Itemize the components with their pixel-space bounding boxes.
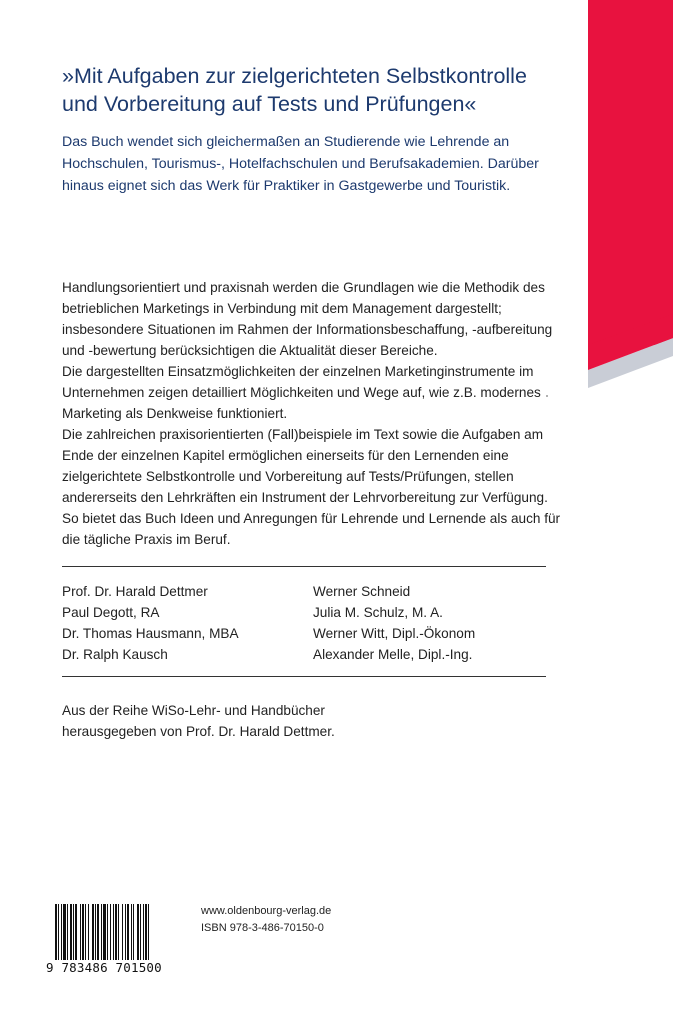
author: Werner Schneid xyxy=(313,584,411,599)
headline-line-1: »Mit Aufgaben zur zielgerichteten Selbstkontrolle xyxy=(62,64,527,88)
barcode-icon xyxy=(55,904,180,960)
description-paragraph-1: Handlungsorientiert und praxisnah werden die Grundlagen wie die Methodik des betrieblichen Marketings in Verbindung mit dem Management dargestellt; insbesondere Situationen im Rahmen der Informationsbeschaffung, -aufbereitung und -bewertung berücksichtigen die Aktualität dieser Bereiche. xyxy=(62,280,553,358)
author: Dr. Ralph Kausch xyxy=(62,647,168,662)
author: Dr. Thomas Hausmann, MBA xyxy=(62,626,239,641)
series-line-1: Aus der Reihe WiSo-Lehr- und Handbücher xyxy=(62,703,325,718)
author: Prof. Dr. Harald Dettmer xyxy=(62,584,208,599)
authors-right-column xyxy=(313,581,475,665)
speck xyxy=(546,395,548,397)
intro-paragraph: Das Buch wendet sich gleichermaßen an Studierende wie Lehrende an Hochschulen, Tourismus-, Hotelfachschulen und Berufsakademien. Darüber hinaus eignet sich das Werk für Praktiker in Gastgewerbe und Touristik. xyxy=(62,134,539,194)
isbn: ISBN 978-3-486-70150-0 xyxy=(201,922,324,934)
headline-line-2: und Vorbereitung auf Tests und Prüfungen« xyxy=(62,92,477,116)
series-note xyxy=(62,700,462,742)
author: Werner Witt, Dipl.-Ökonom xyxy=(313,626,476,641)
authors-left-column xyxy=(62,581,239,665)
description-paragraph-3: Die zahlreichen praxisorientierten (Fall)beispiele im Text sowie die Aufgaben am Ende der einzelnen Kapitel ermöglichen einerseits für den Lernenden eine zielgerichtete Selbstkontrolle und Vorbereitung auf Tests/Prüfungen, stellen andererseits den Lehrkräften ein Instrument der Lehrvorbereitung zur Verfügung. xyxy=(62,427,548,505)
description-paragraph-2: Die dargestellten Einsatzmöglichkeiten der einzelnen Marketinginstrumente im Unternehmen zeigen detailliert Möglichkeiten und Wege auf, wie z.B. modernes Marketing als Denkweise funktioniert. xyxy=(62,364,541,421)
publisher-info xyxy=(201,903,331,937)
divider-top xyxy=(62,566,546,567)
description-text xyxy=(62,277,562,550)
series-line-2: herausgegeben von Prof. Dr. Harald Dettmer. xyxy=(62,724,335,739)
headline xyxy=(62,62,582,118)
divider-bottom xyxy=(62,676,546,677)
barcode-number: 9 783486 701500 xyxy=(46,960,162,975)
publisher-url: www.oldenbourg-verlag.de xyxy=(201,905,332,917)
author: Julia M. Schulz, M. A. xyxy=(313,605,443,620)
author: Alexander Melle, Dipl.-Ing. xyxy=(313,647,473,662)
author: Paul Degott, RA xyxy=(62,605,160,620)
description-paragraph-4: So bietet das Buch Ideen und Anregungen für Lehrende und Lernende als auch für die tägliche Praxis im Beruf. xyxy=(62,511,561,547)
